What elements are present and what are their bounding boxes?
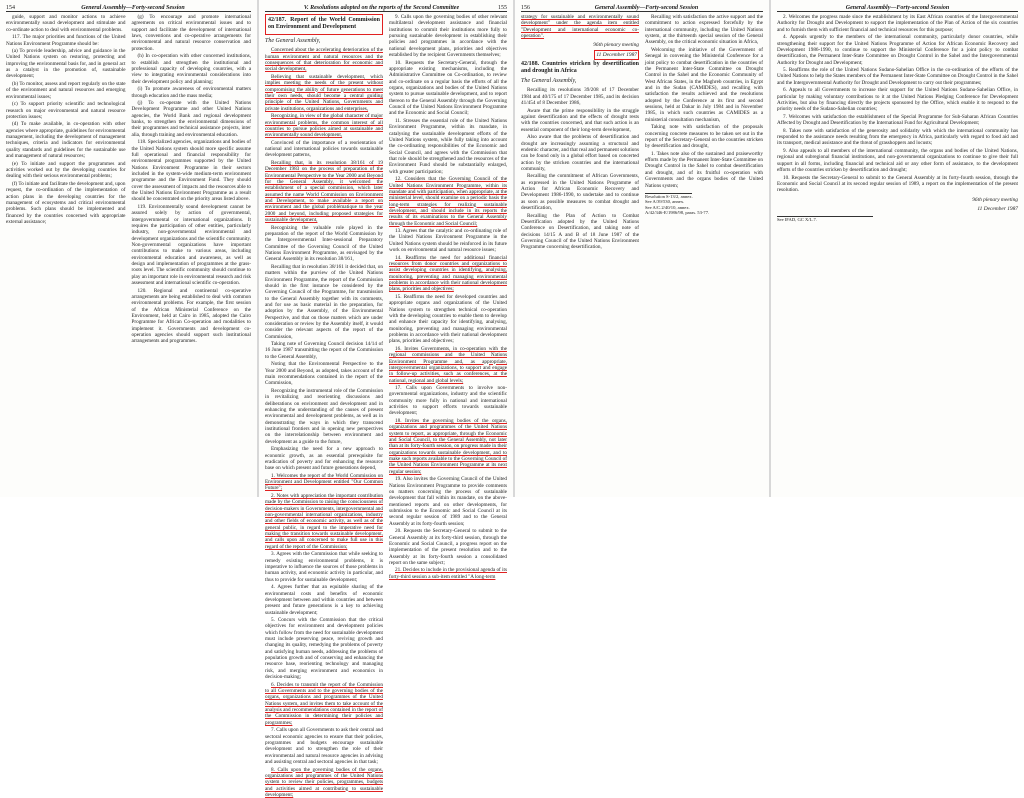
paragraph: Recognizing the valuable role played in the preparation of the report of the World Commission by the Intergovernmental Inter-sessional Preparatory Committee of the Governing Council of the United Nations Environment Programme, as envisaged by the General Assembly in its resolution 38/161, (265, 224, 383, 263)
assembly-label: The General Assembly, (521, 78, 577, 85)
footnote: Resolution S-13/2, annex. (645, 193, 693, 199)
paragraph: 4. Agrees further that an equitable sharing of the environmental costs and benefits of economic development between and within countries and between present and future generations is a key to achieving sustainable development; (265, 584, 383, 616)
document-page-156 (515, 0, 769, 497)
paragraph: 17. Calls upon Governments to involve non-governmental organizations, industry and the scientific community more fully in national and international activities to support efforts towards sustainable development; (389, 385, 507, 417)
paragraph: 6. Decides to transmit the report of the Commission to all Governments and to the governing bodies of the organs, organizations and programmes of the United Nations system, and invites them to take account of the analysis and recommendations contained in the report of the Commission in determining their policies and programmes; (265, 681, 383, 726)
text-columns (6, 14, 251, 495)
paragraph: 12. Considers that the Governing Council of the United Nations Environment Programme, within its mandate and with participation, when appropriate, at the ministerial level, should examine on a periodic basis the long-term strategies for realizing sustainable development, and should include in its reports the results of its examinations to the General Assembly through the Economic and Social Council; (389, 176, 507, 227)
running-head: General Assembly—Forty-second Session (594, 5, 699, 11)
paragraph: (g) To encourage and promote international agreements on critical environmental issues and to support and facilitate the development of international laws, conventions and co-operative arrangements for environmental and natural resource conservation and protection. (131, 14, 251, 52)
paragraph: Noting that the Environmental Perspective to the Year 2000 and Beyond, as adopted, takes account of the main recommendations contained in the report of the Commission, (265, 361, 383, 387)
page-header (265, 3, 507, 12)
paragraph: Recalling that in resolution 38/161 it decided that, on matters within the purview of the United Nations Environment Programme, the report of the Commission should in the first instance be considered by the Governing Council of the Programme, for transmission to the General Assembly together with its comments, and for use as basic material in the preparation, for adoption by the Assembly, of the Environmental Perspective, and that on those matters which are under consideration or review by the Assembly itself, it would consider the relevant aspects of the report of the Commission, (265, 263, 383, 340)
paragraph: 21. Decides to include in the provisional agenda of its forty-third session a sub-item entitled "A long-term (389, 567, 507, 580)
resolution-title-text: Countries stricken by desertification and drought in Africa (521, 61, 640, 75)
paragraph: 14. Reaffirms the need for additional financial resources from donor countries and organizations to assist developing countries in identifying, analysing, monitoring, preventing and managing environmental problems in accordance with their national development plans, priorities and objectives; (389, 254, 507, 293)
paragraph: Recalling the Plan of Action to Combat Desertification adopted by the United Nations Conference on Desertification, and taking note of decisions 14/15 A and B of 18 June 1987 of the Governing Council of the United Nations Environment Programme concerning desertification, (521, 212, 639, 251)
paragraph: Welcoming the initiative of the Government of Senegal in convening the Ministerial Conference for a joint policy to combat desertification in the countries of the Permanent Inter-State Committee on Drought Control in the Sahel and the Economic Community of West African States, in the Maghreb countries, in Egypt and in the Sudan (CAMIDES), and recalling with satisfaction the results achieved and the resolutions adopted by the Conference at its first and second sessions, held at Dakar in July 1984 and in November 1985, in which such countries as CAMIDES as a ministerial consultation mechanism, (645, 46, 763, 123)
text-columns (265, 14, 507, 798)
paragraph: 7. Welcomes with satisfaction the establishment of the Special Programme for Sub-Saharan African Countries Affected by Drought and Desertification by the International Fund for Agricultural Development; (777, 113, 1018, 127)
paragraph: (i) To promote awareness of environmental matters through education and the mass media; (131, 86, 251, 99)
paragraph: 18. Invites the governing bodies of the organs, organizations and programmes of the United Nations system to report, as appropriate, through the Economic and Social Council, to the General Assembly, not later than at its forty-fourth session, on progress made in their organizations towards sustainable development, and to make such reports available to the Governing Council of the United Nations Environment Programme at its next regular session; (389, 418, 507, 475)
paragraph: 15. Reaffirms the need for developed countries and appropriate organs and organizations of the United Nations system to strengthen technical co-operation with the developing countries to enable them to develop and enhance their capacity for identifying, analysing, monitoring, preventing and managing environmental problems in accordance with their national development plans, priorities and objectives; (389, 293, 507, 345)
paragraph: Recalling that, in its resolution 38/161 of 19 December 1983 on the process of preparation of the Environmental Perspective to the Year 2000 and Beyond for the General Assembly, it welcomed the establishment of a special commission, which later assumed the name World Commission on Environment and Development, to make available a report on environment and the global problématique to the year 2000 and beyond, including proposed strategies for sustainable development, (265, 159, 383, 224)
paragraph: 4. Appeals urgently to the members of the international community, particularly donor countries, while strengthening their support for the United Nations Programme of Action for African Economic Recovery and Development 1986-1990, to continue to support the Ministerial Conference for a joint policy to combat desertification, the Permanent Inter-State Committee on Drought Control in the Sahel and the Intergovernmental Authority for Drought and Development; (777, 34, 1018, 66)
paragraph: Recognizing, in view of the global character of major environmental problems, the common interest of all countries to pursue policies aimed at sustainable and environmentally sound development, (265, 113, 383, 139)
paragraph: Emphasizing the need for a new approach to economic growth, as an essential prerequisite for eradication of poverty and for enhancing the resource base on which present and future generations depend, (265, 446, 383, 472)
paragraph: (f) To initiate and facilitate the development and, upon request, the co-ordination of the implementation of action plans in the developing countries for the management of ecosystems and critical environmental problems. Such plans should be implemented and financed by the countries concerned with appropriate external assistance; (6, 180, 126, 225)
paragraph: 6. Appeals to all Governments to increase their support for the United Nations Sudano-Sahelian Office, in particular by making voluntary contributions to it at the United Nations Pledging Conference for Development Activities, but also by financing directly the projects sponsored by the Office, which enable it to respond to the priority needs of the Sudano-Sahelian countries; (777, 87, 1018, 113)
paragraph: (c) To support priority scientific and technological research on major environmental and natural resource protection issues; (6, 101, 126, 120)
paragraph: Recalling with satisfaction the active support and the commitment to action expressed forcefully by the international community, including the United Nations system, at the thirteenth special session of the General Assembly, on the critical economic situation in Africa, (645, 14, 763, 46)
resolution-title: Report of the World Commission on Environment and Development (268, 17, 380, 30)
paragraph: 7. Calls upon all Governments to ask their central and sectoral economic agencies to ensure that their policies, programmes and budgets encourage sustainable development and to strengthen the role of their environmental and natural resource agencies in advising and assisting central and sectoral agencies in that task; (265, 727, 383, 765)
paragraph: (d) To make available, in co-operation with other agencies where appropriate, guidelines for environmental management, including the development of management techniques, criteria and indicators for environmental quality standards and guidelines for the sustainable use and management of natural resources; (6, 121, 126, 160)
footnote: See A/C.2/40/10, annex. (645, 204, 690, 210)
paragraph: 8. Calls upon the governing bodies of the organs, organizations and programmes of the United Nations system to review their policies, programmes, budgets and activities aimed at contributing to sustainable development; (265, 766, 383, 798)
meeting-line: 96th plenary meeting (593, 42, 639, 49)
footnote: See IFAD, GC X/L.7. (777, 217, 817, 223)
page-header (777, 3, 1018, 12)
paragraph: 8. Takes note with satisfaction of the generosity and solidarity with which the international community has responded to the assistance needs resulting from the emergency in Africa, particularly with regard to food aid and its transport, medical assistance and the threat of grasshoppers and locusts; (777, 127, 1018, 147)
page-number: 156 (521, 5, 530, 11)
paragraph: 118. Specialized agencies, organizations and bodies of the United Nations system should more specific assume full operational and financial responsibility for environmental programmes supported by the United Nations Environment Programme in their sectors included in the system-wide medium-term environment programme and the Environment Fund. They should cover the assessment of impacts and the resources able to the United Nations Environment Programme as a result should be concentrated on the priority areas listed above. (131, 139, 251, 203)
paragraph: 10. Requests the Secretary-General, through the appropriate existing mechanisms, including the Administrative Committee on Co-ordination, to review and co-ordinate on a regular basis the efforts of all the organs, organizations and bodies of the United Nations system to pursue sustainable development, and to report thereon to the General Assembly through the Governing Council of the United Nations Environment Programme and the Economic and Social Council; (389, 59, 507, 117)
resolution-number: 42/188. (521, 61, 540, 68)
paragraph: Taking note of Governing Council decision 14/14 of 16 June 1987 transmitting the report of the Commission to the General Assembly, (265, 341, 383, 360)
page-header (6, 3, 251, 12)
paragraph: (b) To monitor, assess and report regularly on the state of the environment and natural resources and emerging environmental issues; (6, 81, 126, 100)
running-head: V. Resolutions adopted on the reports of the Second Committee (303, 5, 460, 11)
page-number: 155 (498, 5, 507, 11)
footnote: A/42/346-E/1986/98, paras. 53-77. (645, 210, 710, 216)
page-header (521, 3, 763, 12)
paragraph: Recalling its resolutions 39/208 of 17 December 1984 and 40/175 of 17 December 1985, and its decision 41/454 of 8 December 1986, (521, 87, 639, 107)
document-page-157 (771, 0, 1024, 497)
footnote: See A/39/530, annex. (645, 199, 685, 205)
paragraph: 16. Invites Governments, in co-operation with the regional commissions and the United Nations Environment Programme and, as appropriate, intergovernmental organizations, to support and engage in follow-up activities, such as conferences, at the national, regional and global levels; (389, 345, 507, 384)
text-column-left (521, 14, 639, 495)
text-column-right (132, 14, 252, 495)
assembly-label: The General Assembly, (265, 38, 321, 44)
paragraph: Taking note with satisfaction of the proposals concerning concrete measures to be taken set out in the report of the Secretary-General on the countries stricken by desertification and drought, (645, 124, 763, 150)
document-page-154 (0, 0, 257, 497)
paragraph: 20. Requests the Secretary-General to submit to the General Assembly at its forty-third session, through the Economic and Social Council, a progress report on the implementation of the present resolution and to the Assembly at its forty-fourth session a consolidated report on the same subject; (389, 528, 507, 566)
text-column-right (645, 14, 763, 495)
paragraph: 5. Concurs with the Commission that the critical objectives for environment and development policies which follow from the need for sustainable development must include preserving peace, reviving growth and changing its quality, remedying the problems of poverty and satisfying human needs, addressing the problems of population growth and of conserving and enhancing the resource base, reorienting technology and managing risk, and merging environment and economics in decision-making; (265, 617, 383, 681)
meeting-line: 96th plenary meeting (972, 196, 1018, 203)
paragraph: Convinced of the importance of a reorientation of national and international policies towards sustainable development patterns, (265, 139, 383, 159)
paragraph: (a) To provide leadership, advice and guidance in the United Nations system on restoring, protecting and improving the environmental basis for, and in general act as a catalyst in the promotion of, sustainable development; (6, 48, 126, 80)
resolution-title-box (265, 14, 383, 35)
text-columns (777, 14, 1018, 495)
paragraph: 13. Agrees that the catalytic and co-ordinating role of the United Nations Environment Programme in the United Nations system should be reinforced in its future work on environmental and natural resource issues; (389, 228, 507, 254)
paragraph: 1. Takes note also of the sustained and praiseworthy efforts made by the Permanent Inter-State Committee on Drought Control in the Sahel to combat desertification and drought, and of its fruitful co-operation with Governments and the organs bodies of the United Nations system; (645, 150, 763, 189)
paragraph: (j) To co-operate with the United Nations Development Programme and other United Nations agencies, the World Bank and regional development banks, to strengthen the environmental dimensions of their programmes and technical assistance projects, inter alia, through training and environmental education. (131, 100, 251, 138)
paragraph: 10. Requests the Secretary-General to submit to the General Assembly at its forty-fourth session, through the Economic and Social Council at its second regular session of 1989, a report on the implementation of the present resolution. (777, 174, 1018, 194)
paragraph: (e) To initiate and support the programmes and activities worked out by the developing countries for dealing with their serious environmental problems; (6, 160, 126, 180)
paragraph: 9. Calls upon the governing bodies of other relevant multilateral development assistance and financial institutions to commit their institutions more fully to pursuing sustainable development in establishing their policies and programmes in accordance with the national development plans, priorities and objectives established by the recipient Governments themselves; (389, 14, 507, 59)
document-page-155 (259, 0, 513, 798)
paragraph: 2. Notes with appreciation the important contribution made by the Commission to raising the consciousness of decision-makers in Governments, intergovernmental and non-governmental international organizations, industry and other fields of economic activity, as well as of the general public, in regard to the imperative need for making the transition towards sustainable development, and calls upon all concerned to make full use in this regard of the report of the Commission; (265, 492, 383, 550)
paragraph: guide, support and monitor actions to achieve environmentally sound development and stimulate and co-ordinate action to deal with environmental problems. (6, 14, 126, 33)
paragraph: Believing that sustainable development, which implies meeting the needs of the present without compromising the ability of future generations to meet their own needs, should become a central guiding principle of the United Nations, Governments and private institutions, organizations and enterprises, (265, 73, 383, 112)
paragraph: strategy for sustainable and environmentally sound development" under the agenda item entitled "Development and international economic co-operation". (521, 14, 639, 40)
paragraph: 119. Environmentally sound development cannot be assured solely by action of governmental, intergovernmental or international organizations. It requires the participation of other entities, particularly industry, non-governmental environmental and development organizations and the scientific community. Non-governmental organizations have important contributions to make to various areas, including environmental education and awareness, as well as design and implementation of programmes at the grass-roots level. The scientific community should continue to play an important role in environmental research and risk assessment and international scientific co-operation. (131, 203, 251, 287)
resolution-title (521, 61, 639, 75)
paragraph: Concerned about the accelerating deterioration of the human environment and natural resources and the consequences of that deterioration for economic and social development, (265, 47, 383, 73)
paragraph: 5. Reaffirms the role of the United Nations Sudano-Sahelian Office in the co-ordination of the efforts of the United Nations to help the States members of the Permanent Inter-State Committee on Drought Control in the Sahel and the Intergovernmental Authority for Drought and Development to carry out their programmes; (777, 67, 1018, 86)
text-column-left (265, 14, 383, 798)
paragraph: 19. Also invites the Governing Council of the United Nations Environment Programme to provide comments on matters concerning the process of sustainable development that fall within its mandate, on the above-mentioned reports and on other developments, for submission to the Economic and Social Council at its second regular session of 1989 and to the General Assembly at its forty-fourth session; (389, 476, 507, 527)
paragraph: 117. The major priorities and functions of the United Nations Environment Programme should be: (6, 34, 126, 47)
meeting-date: 11 December 1987 (977, 205, 1018, 212)
text-column-single (777, 14, 1018, 495)
paragraph: 9. Also appeals to all members of the international community, the organs and bodies of the United Nations, regional and subregional financial institutions, and non-governmental organizations to continue to give their full support in all forms, including financial and technical aid or any other form of assistance, to the development efforts of the countries stricken by desertification and drought; (777, 148, 1018, 174)
paragraph: 3. Agrees with the Commission that while seeking to remedy existing environmental problems, it is imperative to influence the sources of those problems in human activity, and economic activity in particular, and thus to provide for sustainable development; (265, 551, 383, 583)
paragraph: Also aware that the problems of desertification and drought are increasingly assuming a structural and endemic character, and that real and permanent solutions can be found only in a global effort based on concerted action by the stricken countries and the international community, (521, 134, 639, 172)
paragraph: 2. Welcomes the progress made since the establishment by its East African countries of the Intergovernmental Authority for Drought and Development to support the implementation of the Plan of Action of the six countries and to furnish them with sufficient financial and technical resources for this purpose; (777, 14, 1018, 33)
text-columns (521, 14, 763, 495)
text-column-right (389, 14, 507, 580)
paragraph: 120. Regional and continental co-operative arrangements are being established to deal with common environmental problems. For example, the first session of the African Ministerial Conference on the Environment, held at Cairo in 1985, adopted the Cairo Programme for African Co-operation and modalities to implement it. Governments and development co-operation agencies should support such institutional arrangements and programmes. (131, 287, 251, 345)
running-head: General Assembly—Forty-second Session (81, 5, 185, 11)
page-number: 154 (6, 5, 15, 11)
text-column-left (6, 14, 126, 495)
paragraph: 1. Welcomes the report of the World Commission on Environment and Development entitled "Our Common Future"; (265, 472, 383, 492)
running-head: General Assembly—Forty-second Session (845, 5, 950, 11)
paragraph: Recalling the commitment of African Governments, as expressed in the United Nations Programme of Action for African Economic Recovery and Development 1986-1990, to undertake and to continue as soon as possible measures to combat drought and desertification, (521, 173, 639, 212)
paragraph: (h) In co-operation with other concerned institutions, to establish and strengthen the institutional and professional capacity of developing countries, with a view to integrating environmental considerations into their development policy and planning; (131, 53, 251, 85)
paragraph: Aware that the prime responsibility in the struggle against desertification and the effects of drought rests with the countries concerned, and that such action is an essential component of their long-term development, (521, 107, 639, 133)
paragraph: 11. Stresses the essential role of the United Nations Environment Programme, within its mandate, in catalysing the sustainable development efforts of the United Nations system, while fully taking into account the co-ordinating responsibilities of the Economic and Social Council, and agrees with the Commission that that role should be strengthened and the resources of the Environment Fund should be substantially enlarged, with greater participation; (389, 117, 507, 175)
resolution-number: 42/187. (268, 17, 287, 23)
paragraph: Recognizing the instrumental role of the Commission in revitalizing and reorienting discussions and deliberations on environment and development and in enhancing the understanding of the causes of present environmental and development problems, as well as in demonstrating the ways in which they transcend institutional frontiers and in opening new perspectives on the interrelationship between environment and development as a guide to the future, (265, 387, 383, 445)
meeting-date: 11 December 1987 (596, 51, 637, 58)
